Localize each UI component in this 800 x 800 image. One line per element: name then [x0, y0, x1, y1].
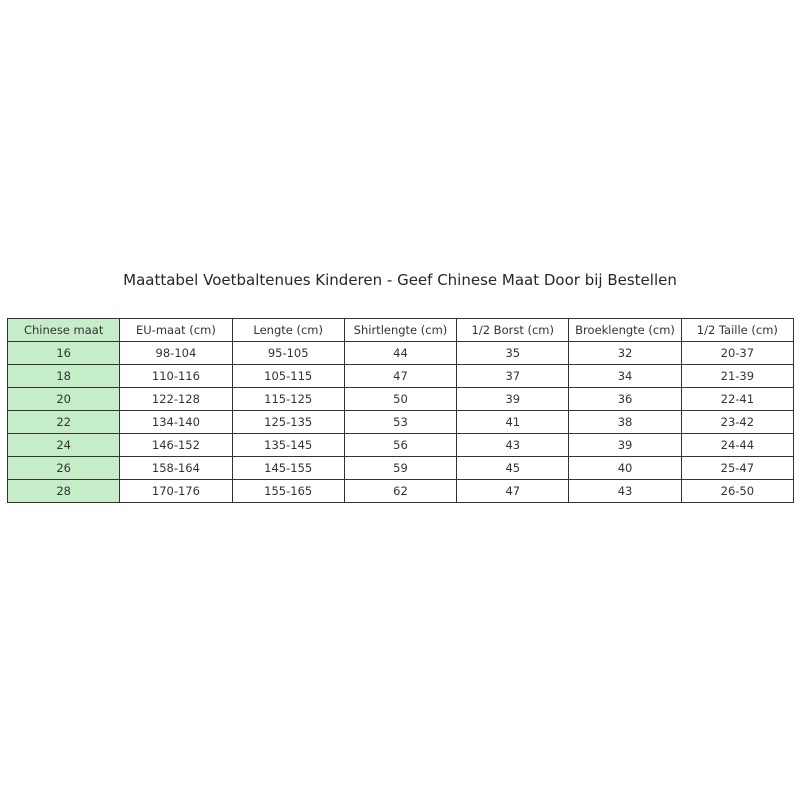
data-cell: 105-115: [232, 365, 344, 388]
data-cell: 36: [569, 388, 681, 411]
table-row: [8, 411, 794, 434]
table-header: [8, 319, 794, 342]
data-cell: 155-165: [232, 480, 344, 503]
table-row: [8, 388, 794, 411]
data-cell: 25-47: [681, 457, 793, 480]
row-header-cell: 24: [8, 434, 120, 457]
data-cell: 45: [457, 457, 569, 480]
row-header-cell: 26: [8, 457, 120, 480]
column-header-cell: EU-maat (cm): [120, 319, 232, 342]
column-header-cell: Shirtlengte (cm): [344, 319, 456, 342]
table-row: [8, 457, 794, 480]
data-cell: 20-37: [681, 342, 793, 365]
data-cell: 47: [457, 480, 569, 503]
table-row: [8, 342, 794, 365]
column-header-cell: 1/2 Taille (cm): [681, 319, 793, 342]
data-cell: 23-42: [681, 411, 793, 434]
data-cell: 37: [457, 365, 569, 388]
column-header-cell: Chinese maat: [8, 319, 120, 342]
data-cell: 56: [344, 434, 456, 457]
table-row: [8, 365, 794, 388]
data-cell: 24-44: [681, 434, 793, 457]
column-header-cell: 1/2 Borst (cm): [457, 319, 569, 342]
data-cell: 98-104: [120, 342, 232, 365]
column-header-cell: Broeklengte (cm): [569, 319, 681, 342]
data-cell: 53: [344, 411, 456, 434]
table-row: [8, 480, 794, 503]
data-cell: 39: [457, 388, 569, 411]
size-chart-table: [7, 318, 794, 503]
data-cell: 125-135: [232, 411, 344, 434]
data-cell: 135-145: [232, 434, 344, 457]
data-cell: 110-116: [120, 365, 232, 388]
data-cell: 122-128: [120, 388, 232, 411]
row-header-cell: 18: [8, 365, 120, 388]
data-cell: 115-125: [232, 388, 344, 411]
data-cell: 21-39: [681, 365, 793, 388]
data-cell: 34: [569, 365, 681, 388]
row-header-cell: 16: [8, 342, 120, 365]
data-cell: 50: [344, 388, 456, 411]
data-cell: 43: [457, 434, 569, 457]
data-cell: 39: [569, 434, 681, 457]
row-header-cell: 22: [8, 411, 120, 434]
column-header-cell: Lengte (cm): [232, 319, 344, 342]
data-cell: 26-50: [681, 480, 793, 503]
data-cell: 22-41: [681, 388, 793, 411]
data-cell: 146-152: [120, 434, 232, 457]
table-body: [8, 342, 794, 503]
data-cell: 158-164: [120, 457, 232, 480]
data-cell: 32: [569, 342, 681, 365]
table-row: [8, 434, 794, 457]
table-header-row: [8, 319, 794, 342]
data-cell: 170-176: [120, 480, 232, 503]
data-cell: 43: [569, 480, 681, 503]
data-cell: 40: [569, 457, 681, 480]
data-cell: 41: [457, 411, 569, 434]
data-cell: 35: [457, 342, 569, 365]
data-cell: 134-140: [120, 411, 232, 434]
data-cell: 95-105: [232, 342, 344, 365]
data-cell: 38: [569, 411, 681, 434]
data-cell: 145-155: [232, 457, 344, 480]
data-cell: 44: [344, 342, 456, 365]
data-cell: 47: [344, 365, 456, 388]
chart-title: Maattabel Voetbaltenues Kinderen - Geef Chinese Maat Door bij Bestellen: [123, 271, 677, 289]
row-header-cell: 20: [8, 388, 120, 411]
data-cell: 62: [344, 480, 456, 503]
data-cell: 59: [344, 457, 456, 480]
row-header-cell: 28: [8, 480, 120, 503]
